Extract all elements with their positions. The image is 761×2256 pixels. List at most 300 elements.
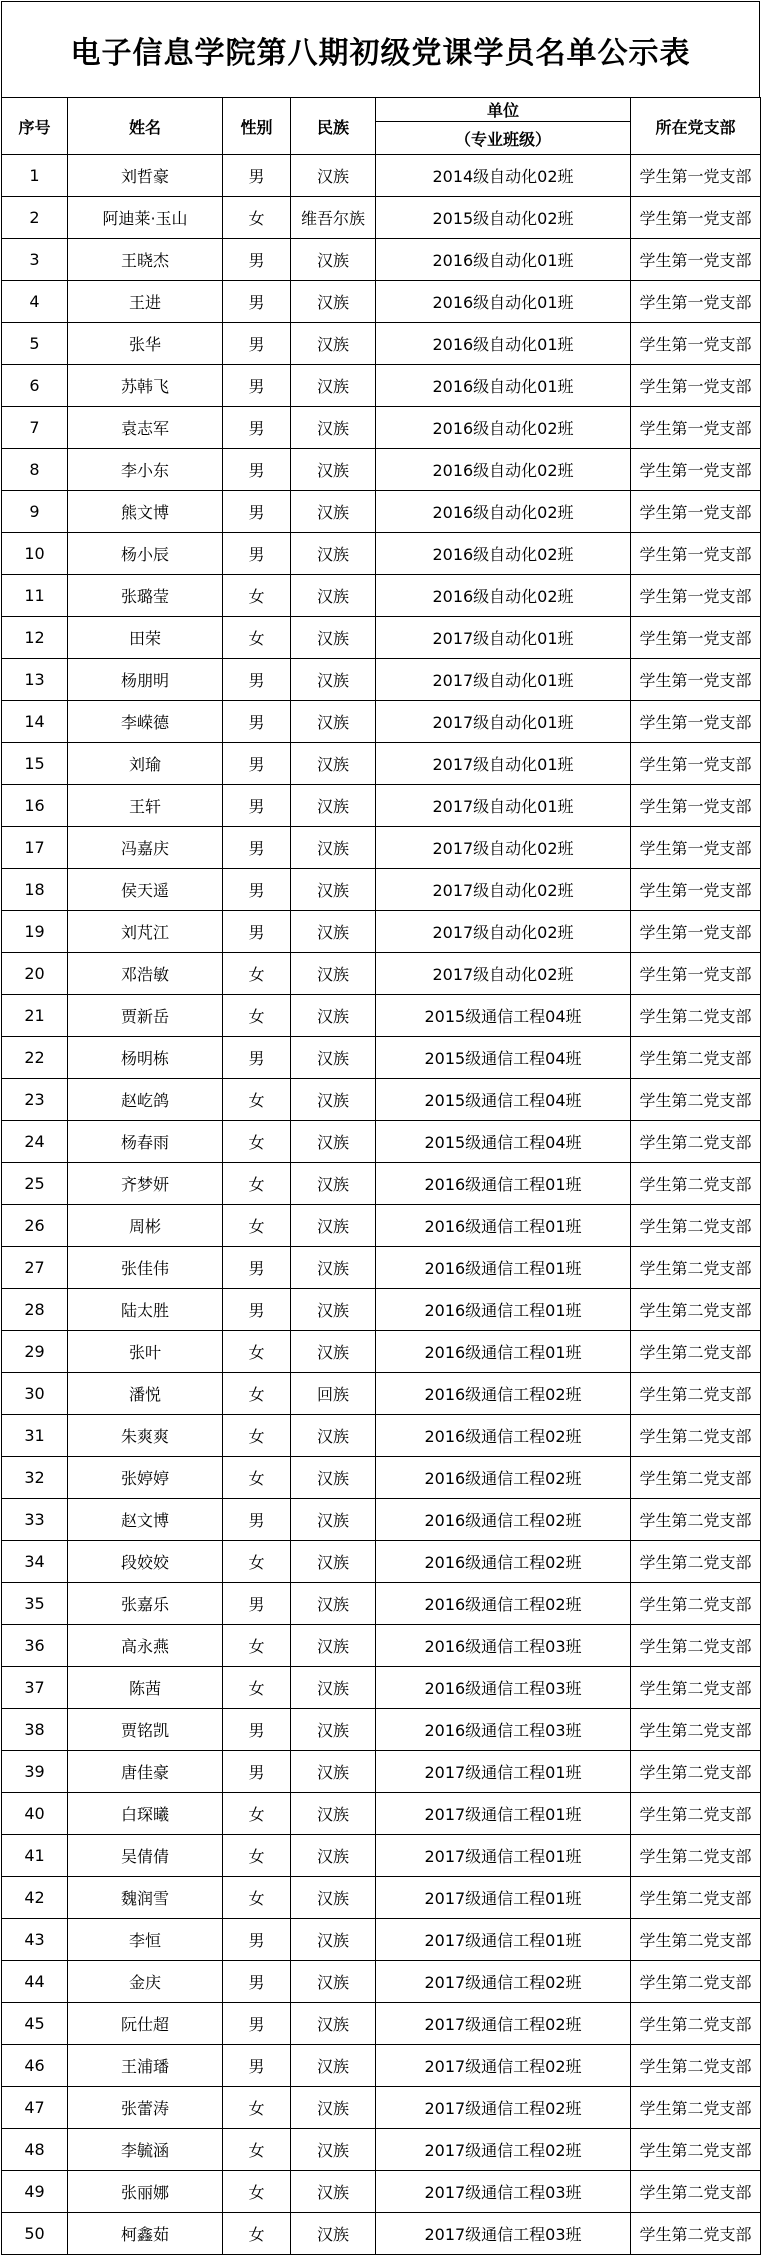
student-name-cell: 邓浩敏	[68, 953, 223, 995]
student-name-cell: 周彬	[68, 1205, 223, 1247]
ethnicity-cell: 汉族	[291, 2045, 376, 2087]
gender-cell: 女	[223, 1835, 291, 1877]
class-unit-cell: 2015级通信工程04班	[376, 1121, 631, 1163]
student-name-cell: 刘瑜	[68, 743, 223, 785]
gender-cell: 男	[223, 491, 291, 533]
row-number-cell: 6	[2, 365, 68, 407]
student-name-cell: 张璐莹	[68, 575, 223, 617]
party-branch-cell: 学生第一党支部	[631, 533, 761, 575]
table-row	[2, 1667, 761, 1709]
ethnicity-cell: 汉族	[291, 1205, 376, 1247]
class-unit-cell: 2014级自动化02班	[376, 155, 631, 197]
class-unit-cell: 2016级通信工程03班	[376, 1625, 631, 1667]
row-number-cell: 4	[2, 281, 68, 323]
table-row	[2, 2129, 761, 2171]
gender-cell: 男	[223, 701, 291, 743]
table-row	[2, 239, 761, 281]
party-branch-cell: 学生第二党支部	[631, 1163, 761, 1205]
ethnicity-cell: 汉族	[291, 785, 376, 827]
class-unit-cell: 2016级通信工程01班	[376, 1247, 631, 1289]
party-branch-cell: 学生第二党支部	[631, 1709, 761, 1751]
student-name-cell: 贾铭凯	[68, 1709, 223, 1751]
gender-cell: 男	[223, 2003, 291, 2045]
class-unit-cell: 2016级自动化02班	[376, 533, 631, 575]
gender-cell: 女	[223, 1205, 291, 1247]
gender-cell: 女	[223, 1667, 291, 1709]
party-branch-cell: 学生第二党支部	[631, 1373, 761, 1415]
ethnicity-cell: 汉族	[291, 2129, 376, 2171]
ethnicity-cell: 汉族	[291, 1331, 376, 1373]
ethnicity-cell: 汉族	[291, 743, 376, 785]
table-row	[2, 1751, 761, 1793]
class-unit-cell: 2017级自动化02班	[376, 869, 631, 911]
table-row	[2, 1037, 761, 1079]
gender-cell: 女	[223, 1793, 291, 1835]
student-name-cell: 朱爽爽	[68, 1415, 223, 1457]
class-unit-cell: 2016级通信工程02班	[376, 1541, 631, 1583]
party-branch-cell: 学生第二党支部	[631, 1037, 761, 1079]
class-unit-cell: 2016级通信工程01班	[376, 1331, 631, 1373]
party-branch-cell: 学生第一党支部	[631, 491, 761, 533]
gender-cell: 男	[223, 407, 291, 449]
gender-cell: 男	[223, 659, 291, 701]
table-row	[2, 1499, 761, 1541]
gender-cell: 男	[223, 281, 291, 323]
row-number-cell: 10	[2, 533, 68, 575]
table-row	[2, 1205, 761, 1247]
table-row	[2, 785, 761, 827]
row-number-cell: 41	[2, 1835, 68, 1877]
ethnicity-cell: 汉族	[291, 365, 376, 407]
row-number-cell: 1	[2, 155, 68, 197]
party-branch-cell: 学生第二党支部	[631, 1541, 761, 1583]
party-branch-cell: 学生第二党支部	[631, 1919, 761, 1961]
party-branch-cell: 学生第二党支部	[631, 1289, 761, 1331]
student-name-cell: 王浦璠	[68, 2045, 223, 2087]
row-number-cell: 16	[2, 785, 68, 827]
party-branch-cell: 学生第二党支部	[631, 1793, 761, 1835]
table-row	[2, 1583, 761, 1625]
class-unit-cell: 2016级通信工程02班	[376, 1499, 631, 1541]
ethnicity-cell: 汉族	[291, 1121, 376, 1163]
student-name-cell: 刘哲豪	[68, 155, 223, 197]
gender-cell: 女	[223, 1079, 291, 1121]
ethnicity-cell: 汉族	[291, 701, 376, 743]
student-name-cell: 陈茜	[68, 1667, 223, 1709]
student-name-cell: 冯嘉庆	[68, 827, 223, 869]
gender-cell: 女	[223, 1331, 291, 1373]
ethnicity-cell: 汉族	[291, 1835, 376, 1877]
gender-cell: 男	[223, 1289, 291, 1331]
party-branch-cell: 学生第一党支部	[631, 155, 761, 197]
party-branch-cell: 学生第二党支部	[631, 1751, 761, 1793]
class-unit-cell: 2017级通信工程01班	[376, 1877, 631, 1919]
gender-cell: 男	[223, 323, 291, 365]
ethnicity-cell: 回族	[291, 1373, 376, 1415]
row-number-cell: 23	[2, 1079, 68, 1121]
gender-cell: 女	[223, 617, 291, 659]
ethnicity-cell: 汉族	[291, 2003, 376, 2045]
ethnicity-cell: 汉族	[291, 1289, 376, 1331]
table-row	[2, 1121, 761, 1163]
gender-cell: 女	[223, 1625, 291, 1667]
table-row	[2, 1373, 761, 1415]
party-branch-cell: 学生第二党支部	[631, 1877, 761, 1919]
gender-cell: 男	[223, 1247, 291, 1289]
ethnicity-cell: 汉族	[291, 239, 376, 281]
party-branch-cell: 学生第二党支部	[631, 1079, 761, 1121]
table-row	[2, 2171, 761, 2213]
class-unit-cell: 2016级通信工程01班	[376, 1289, 631, 1331]
header-name: 姓名	[68, 98, 223, 155]
student-name-cell: 袁志军	[68, 407, 223, 449]
table-row	[2, 2087, 761, 2129]
header-gender: 性别	[223, 98, 291, 155]
party-branch-cell: 学生第二党支部	[631, 2045, 761, 2087]
row-number-cell: 49	[2, 2171, 68, 2213]
ethnicity-cell: 汉族	[291, 2213, 376, 2255]
row-number-cell: 43	[2, 1919, 68, 1961]
ethnicity-cell: 汉族	[291, 533, 376, 575]
ethnicity-cell: 汉族	[291, 659, 376, 701]
gender-cell: 女	[223, 1457, 291, 1499]
table-row	[2, 2003, 761, 2045]
student-name-cell: 张嘉乐	[68, 1583, 223, 1625]
ethnicity-cell: 汉族	[291, 2171, 376, 2213]
party-branch-cell: 学生第一党支部	[631, 197, 761, 239]
row-number-cell: 34	[2, 1541, 68, 1583]
class-unit-cell: 2016级通信工程03班	[376, 1709, 631, 1751]
ethnicity-cell: 汉族	[291, 1877, 376, 1919]
row-number-cell: 13	[2, 659, 68, 701]
party-branch-cell: 学生第二党支部	[631, 1457, 761, 1499]
row-number-cell: 33	[2, 1499, 68, 1541]
ethnicity-cell: 汉族	[291, 1751, 376, 1793]
party-branch-cell: 学生第一党支部	[631, 659, 761, 701]
table-row	[2, 869, 761, 911]
party-branch-cell: 学生第二党支部	[631, 1247, 761, 1289]
table-row	[2, 743, 761, 785]
ethnicity-cell: 汉族	[291, 1457, 376, 1499]
class-unit-cell: 2016级通信工程03班	[376, 1667, 631, 1709]
table-row	[2, 1835, 761, 1877]
table-body	[2, 155, 761, 2255]
party-branch-cell: 学生第一党支部	[631, 743, 761, 785]
gender-cell: 女	[223, 2129, 291, 2171]
table-row	[2, 533, 761, 575]
table-row	[2, 1415, 761, 1457]
gender-cell: 女	[223, 2213, 291, 2255]
gender-cell: 女	[223, 197, 291, 239]
header-unit: 单位	[376, 98, 631, 122]
ethnicity-cell: 汉族	[291, 1667, 376, 1709]
ethnicity-cell: 汉族	[291, 1037, 376, 1079]
class-unit-cell: 2017级通信工程03班	[376, 2213, 631, 2255]
row-number-cell: 26	[2, 1205, 68, 1247]
class-unit-cell: 2015级通信工程04班	[376, 1037, 631, 1079]
party-branch-cell: 学生第二党支部	[631, 2129, 761, 2171]
student-name-cell: 王进	[68, 281, 223, 323]
student-name-cell: 赵屹鸽	[68, 1079, 223, 1121]
gender-cell: 女	[223, 1541, 291, 1583]
student-name-cell: 魏润雪	[68, 1877, 223, 1919]
ethnicity-cell: 汉族	[291, 323, 376, 365]
student-name-cell: 熊文博	[68, 491, 223, 533]
table-row	[2, 911, 761, 953]
row-number-cell: 11	[2, 575, 68, 617]
party-branch-cell: 学生第一党支部	[631, 323, 761, 365]
class-unit-cell: 2017级通信工程01班	[376, 1793, 631, 1835]
gender-cell: 男	[223, 365, 291, 407]
student-name-cell: 杨明栋	[68, 1037, 223, 1079]
student-name-cell: 阮仕超	[68, 2003, 223, 2045]
ethnicity-cell: 汉族	[291, 1793, 376, 1835]
class-unit-cell: 2017级自动化01班	[376, 659, 631, 701]
ethnicity-cell: 汉族	[291, 1709, 376, 1751]
student-name-cell: 金庆	[68, 1961, 223, 2003]
ethnicity-cell: 汉族	[291, 869, 376, 911]
row-number-cell: 25	[2, 1163, 68, 1205]
party-branch-cell: 学生第一党支部	[631, 785, 761, 827]
ethnicity-cell: 汉族	[291, 827, 376, 869]
row-number-cell: 36	[2, 1625, 68, 1667]
table-row	[2, 449, 761, 491]
gender-cell: 男	[223, 239, 291, 281]
row-number-cell: 8	[2, 449, 68, 491]
ethnicity-cell: 汉族	[291, 1625, 376, 1667]
gender-cell: 女	[223, 1877, 291, 1919]
ethnicity-cell: 汉族	[291, 1415, 376, 1457]
student-name-cell: 高永燕	[68, 1625, 223, 1667]
gender-cell: 男	[223, 827, 291, 869]
gender-cell: 女	[223, 1373, 291, 1415]
row-number-cell: 15	[2, 743, 68, 785]
ethnicity-cell: 汉族	[291, 449, 376, 491]
roster-table	[1, 97, 761, 2255]
header-branch: 所在党支部	[631, 98, 761, 155]
ethnicity-cell: 汉族	[291, 1079, 376, 1121]
student-name-cell: 杨朋明	[68, 659, 223, 701]
row-number-cell: 17	[2, 827, 68, 869]
row-number-cell: 2	[2, 197, 68, 239]
class-unit-cell: 2017级自动化02班	[376, 911, 631, 953]
student-name-cell: 潘悦	[68, 1373, 223, 1415]
table-header	[2, 98, 761, 155]
party-branch-cell: 学生第一党支部	[631, 281, 761, 323]
student-name-cell: 齐梦妍	[68, 1163, 223, 1205]
ethnicity-cell: 汉族	[291, 1499, 376, 1541]
gender-cell: 男	[223, 155, 291, 197]
party-branch-cell: 学生第二党支部	[631, 2171, 761, 2213]
ethnicity-cell: 汉族	[291, 155, 376, 197]
row-number-cell: 45	[2, 2003, 68, 2045]
party-branch-cell: 学生第二党支部	[631, 1583, 761, 1625]
party-branch-cell: 学生第二党支部	[631, 2087, 761, 2129]
student-name-cell: 张叶	[68, 1331, 223, 1373]
student-name-cell: 张婷婷	[68, 1457, 223, 1499]
row-number-cell: 30	[2, 1373, 68, 1415]
gender-cell: 男	[223, 1583, 291, 1625]
student-name-cell: 杨春雨	[68, 1121, 223, 1163]
ethnicity-cell: 汉族	[291, 575, 376, 617]
gender-cell: 男	[223, 869, 291, 911]
page-title: 电子信息学院第八期初级党课学员名单公示表	[1, 1, 760, 97]
table-row	[2, 1541, 761, 1583]
party-branch-cell: 学生第二党支部	[631, 1961, 761, 2003]
party-branch-cell: 学生第一党支部	[631, 575, 761, 617]
header-unit-sub: （专业班级）	[376, 122, 631, 155]
row-number-cell: 27	[2, 1247, 68, 1289]
student-name-cell: 李恒	[68, 1919, 223, 1961]
student-name-cell: 张丽娜	[68, 2171, 223, 2213]
class-unit-cell: 2015级自动化02班	[376, 197, 631, 239]
student-name-cell: 白琛曦	[68, 1793, 223, 1835]
class-unit-cell: 2015级通信工程04班	[376, 1079, 631, 1121]
table-row	[2, 1919, 761, 1961]
class-unit-cell: 2016级通信工程02班	[376, 1415, 631, 1457]
student-name-cell: 阿迪莱·玉山	[68, 197, 223, 239]
table-row	[2, 659, 761, 701]
row-number-cell: 12	[2, 617, 68, 659]
class-unit-cell: 2016级自动化01班	[376, 239, 631, 281]
class-unit-cell: 2017级自动化02班	[376, 953, 631, 995]
ethnicity-cell: 汉族	[291, 2087, 376, 2129]
table-row	[2, 953, 761, 995]
gender-cell: 女	[223, 1163, 291, 1205]
class-unit-cell: 2017级通信工程02班	[376, 2129, 631, 2171]
party-branch-cell: 学生第二党支部	[631, 1121, 761, 1163]
row-number-cell: 46	[2, 2045, 68, 2087]
row-number-cell: 35	[2, 1583, 68, 1625]
party-branch-cell: 学生第二党支部	[631, 1331, 761, 1373]
table-row	[2, 1247, 761, 1289]
table-row	[2, 1079, 761, 1121]
ethnicity-cell: 汉族	[291, 1163, 376, 1205]
table-row	[2, 1961, 761, 2003]
row-number-cell: 48	[2, 2129, 68, 2171]
party-branch-cell: 学生第二党支部	[631, 1835, 761, 1877]
row-number-cell: 14	[2, 701, 68, 743]
row-number-cell: 5	[2, 323, 68, 365]
party-branch-cell: 学生第二党支部	[631, 1667, 761, 1709]
student-name-cell: 张华	[68, 323, 223, 365]
row-number-cell: 28	[2, 1289, 68, 1331]
gender-cell: 男	[223, 1499, 291, 1541]
class-unit-cell: 2017级自动化01班	[376, 785, 631, 827]
table-row	[2, 407, 761, 449]
row-number-cell: 32	[2, 1457, 68, 1499]
party-branch-cell: 学生第二党支部	[631, 1205, 761, 1247]
class-unit-cell: 2016级通信工程01班	[376, 1205, 631, 1247]
class-unit-cell: 2017级通信工程03班	[376, 2171, 631, 2213]
row-number-cell: 19	[2, 911, 68, 953]
class-unit-cell: 2017级自动化02班	[376, 827, 631, 869]
party-branch-cell: 学生第二党支部	[631, 1625, 761, 1667]
student-name-cell: 王轩	[68, 785, 223, 827]
class-unit-cell: 2017级自动化01班	[376, 701, 631, 743]
row-number-cell: 21	[2, 995, 68, 1037]
ethnicity-cell: 汉族	[291, 1961, 376, 2003]
party-branch-cell: 学生第二党支部	[631, 2213, 761, 2255]
student-name-cell: 刘芃江	[68, 911, 223, 953]
gender-cell: 男	[223, 1709, 291, 1751]
gender-cell: 男	[223, 1751, 291, 1793]
party-branch-cell: 学生第一党支部	[631, 911, 761, 953]
row-number-cell: 20	[2, 953, 68, 995]
table-row	[2, 575, 761, 617]
table-row	[2, 701, 761, 743]
class-unit-cell: 2017级通信工程02班	[376, 2045, 631, 2087]
row-number-cell: 38	[2, 1709, 68, 1751]
student-name-cell: 王晓杰	[68, 239, 223, 281]
row-number-cell: 9	[2, 491, 68, 533]
class-unit-cell: 2016级自动化01班	[376, 323, 631, 365]
party-branch-cell: 学生第二党支部	[631, 1415, 761, 1457]
row-number-cell: 47	[2, 2087, 68, 2129]
party-branch-cell: 学生第一党支部	[631, 239, 761, 281]
party-branch-cell: 学生第一党支部	[631, 617, 761, 659]
table-row	[2, 827, 761, 869]
ethnicity-cell: 汉族	[291, 491, 376, 533]
class-unit-cell: 2015级通信工程04班	[376, 995, 631, 1037]
row-number-cell: 37	[2, 1667, 68, 1709]
row-number-cell: 31	[2, 1415, 68, 1457]
table-row	[2, 617, 761, 659]
party-branch-cell: 学生第一党支部	[631, 701, 761, 743]
header-ethnicity: 民族	[291, 98, 376, 155]
class-unit-cell: 2017级通信工程01班	[376, 1751, 631, 1793]
class-unit-cell: 2017级通信工程02班	[376, 1961, 631, 2003]
student-name-cell: 苏韩飞	[68, 365, 223, 407]
student-name-cell: 张蕾涛	[68, 2087, 223, 2129]
row-number-cell: 18	[2, 869, 68, 911]
class-unit-cell: 2017级通信工程02班	[376, 2087, 631, 2129]
class-unit-cell: 2017级自动化01班	[376, 743, 631, 785]
table-row	[2, 1163, 761, 1205]
table-row	[2, 155, 761, 197]
table-row	[2, 197, 761, 239]
row-number-cell: 40	[2, 1793, 68, 1835]
party-branch-cell: 学生第二党支部	[631, 995, 761, 1037]
row-number-cell: 24	[2, 1121, 68, 1163]
gender-cell: 女	[223, 1121, 291, 1163]
party-branch-cell: 学生第二党支部	[631, 2003, 761, 2045]
table-row	[2, 2213, 761, 2255]
ethnicity-cell: 汉族	[291, 617, 376, 659]
student-name-cell: 李小东	[68, 449, 223, 491]
student-name-cell: 柯鑫茹	[68, 2213, 223, 2255]
gender-cell: 男	[223, 1961, 291, 2003]
party-branch-cell: 学生第二党支部	[631, 1499, 761, 1541]
student-name-cell: 贾新岳	[68, 995, 223, 1037]
student-name-cell: 杨小辰	[68, 533, 223, 575]
gender-cell: 女	[223, 2171, 291, 2213]
student-name-cell: 段姣姣	[68, 1541, 223, 1583]
party-branch-cell: 学生第一党支部	[631, 869, 761, 911]
party-branch-cell: 学生第一党支部	[631, 365, 761, 407]
party-branch-cell: 学生第一党支部	[631, 827, 761, 869]
table-row	[2, 1289, 761, 1331]
ethnicity-cell: 汉族	[291, 1541, 376, 1583]
row-number-cell: 39	[2, 1751, 68, 1793]
student-name-cell: 侯天遥	[68, 869, 223, 911]
table-row	[2, 281, 761, 323]
gender-cell: 女	[223, 1415, 291, 1457]
header-no: 序号	[2, 98, 68, 155]
table-row	[2, 1877, 761, 1919]
gender-cell: 男	[223, 911, 291, 953]
table-row	[2, 323, 761, 365]
